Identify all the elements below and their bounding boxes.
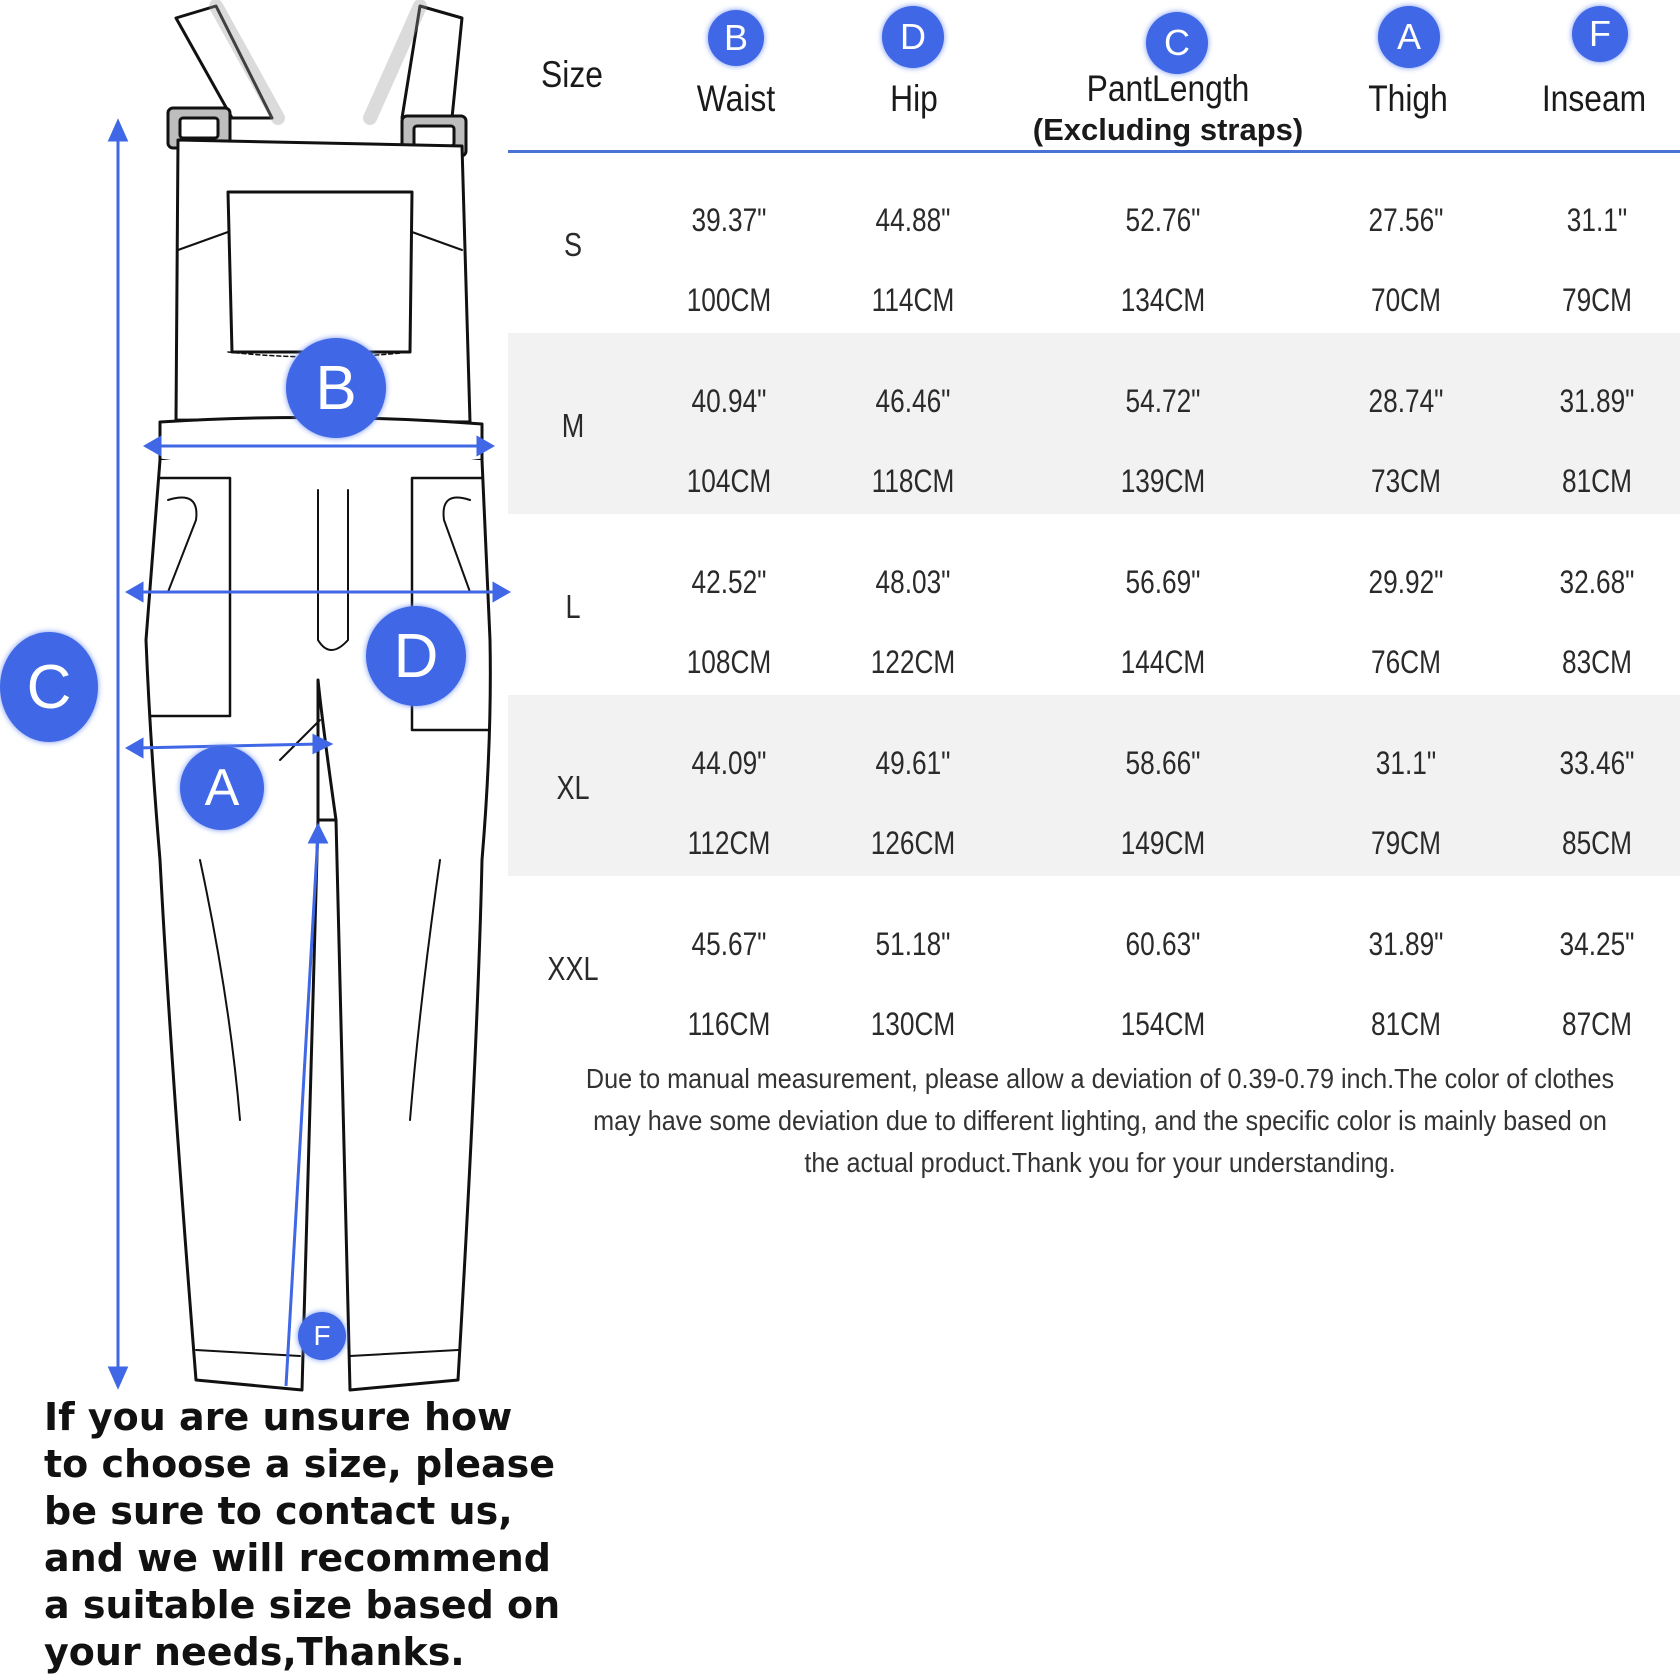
size-label: XXL [547, 950, 599, 987]
marker-d-illustration: D [366, 606, 466, 706]
cm-value: 116CM [687, 1006, 771, 1042]
cm-value: 81CM [1561, 463, 1632, 499]
cm-value: 104CM [686, 463, 772, 499]
inch-value: 54.72" [1125, 383, 1201, 419]
cm-value: 118CM [871, 463, 955, 499]
inch-value: 46.46" [875, 383, 951, 419]
cm-value: 130CM [870, 1006, 956, 1042]
measurement-note: Due to manual measurement, please allow a deviation of 0.39-0.79 inch.The color of clothes may have some deviation due to different lighting, and the specific color is mainly based on the actual product.Thank you for your understanding. [585, 1063, 1615, 1178]
size-help-text: If you are unsure how to choose a size, please be sure to contact us, and we will recommend a suitable size based on your needs,Thanks. [44, 1395, 561, 1674]
size-label: S [563, 226, 583, 263]
cm-value: 154CM [1120, 1006, 1206, 1042]
inch-value: 49.61" [875, 745, 951, 781]
cm-value: 114CM [871, 282, 955, 318]
cm-value: 81CM [1370, 1006, 1441, 1042]
inch-value: 44.09" [691, 745, 767, 781]
inch-value: 31.89" [1368, 926, 1444, 962]
header-badge-inseam: F [1572, 6, 1628, 62]
inch-value: 40.94" [691, 383, 767, 419]
cm-value: 76CM [1370, 644, 1441, 680]
marker-a-illustration: A [180, 746, 264, 830]
inch-value: 32.68" [1559, 564, 1635, 600]
inch-value: 34.25" [1559, 926, 1635, 962]
header-badge-pantlength: C [1146, 12, 1208, 74]
header-size: Size [541, 54, 603, 95]
size-label: XL [556, 769, 590, 806]
cm-value: 79CM [1561, 282, 1632, 318]
header-waist: Waist [696, 78, 776, 119]
cm-value: 108CM [686, 644, 772, 680]
header-thigh: Thigh [1368, 78, 1448, 119]
cm-value: 122CM [870, 644, 956, 680]
header-badge-waist: B [708, 10, 764, 66]
cm-value: 100CM [686, 282, 772, 318]
inch-value: 33.46" [1559, 745, 1635, 781]
inch-value: 42.52" [691, 564, 767, 600]
inch-value: 45.67" [691, 926, 767, 962]
inch-value: 31.89" [1559, 383, 1635, 419]
cm-value: 85CM [1561, 825, 1632, 861]
inch-value: 29.92" [1368, 564, 1444, 600]
cm-value: 73CM [1370, 463, 1441, 499]
inch-value: 56.69" [1125, 564, 1201, 600]
cm-value: 83CM [1561, 644, 1632, 680]
inch-value: 52.76" [1125, 202, 1201, 238]
marker-c-illustration: C [0, 632, 98, 742]
cm-value: 87CM [1561, 1006, 1632, 1042]
header-pantlength: PantLength [1086, 68, 1250, 109]
inch-value: 58.66" [1125, 745, 1201, 781]
size-label: M [561, 407, 585, 444]
cm-value: 126CM [870, 825, 956, 861]
header-pantlength-sub: (Excluding straps) [1032, 112, 1304, 147]
cm-value: 144CM [1120, 644, 1206, 680]
cm-value: 134CM [1120, 282, 1206, 318]
inch-value: 31.1" [1375, 745, 1437, 781]
cm-value: 70CM [1370, 282, 1441, 318]
header-badge-hip: D [882, 6, 944, 68]
cm-value: 149CM [1120, 825, 1206, 861]
inch-value: 48.03" [875, 564, 951, 600]
header-hip: Hip [890, 78, 938, 119]
inch-value: 31.1" [1566, 202, 1628, 238]
size-label: L [565, 588, 581, 625]
inch-value: 44.88" [875, 202, 951, 238]
header-rule [508, 150, 1680, 153]
inch-value: 60.63" [1125, 926, 1201, 962]
inch-value: 28.74" [1368, 383, 1444, 419]
marker-b-illustration: B [286, 338, 386, 438]
inch-value: 51.18" [875, 926, 951, 962]
marker-f-illustration: F [298, 1312, 346, 1360]
header-badge-thigh: A [1378, 6, 1440, 68]
cm-value: 79CM [1370, 825, 1441, 861]
inch-value: 27.56" [1368, 202, 1444, 238]
cm-value: 139CM [1120, 463, 1206, 499]
inch-value: 39.37" [691, 202, 767, 238]
cm-value: 112CM [687, 825, 771, 861]
header-inseam: Inseam [1541, 78, 1647, 119]
